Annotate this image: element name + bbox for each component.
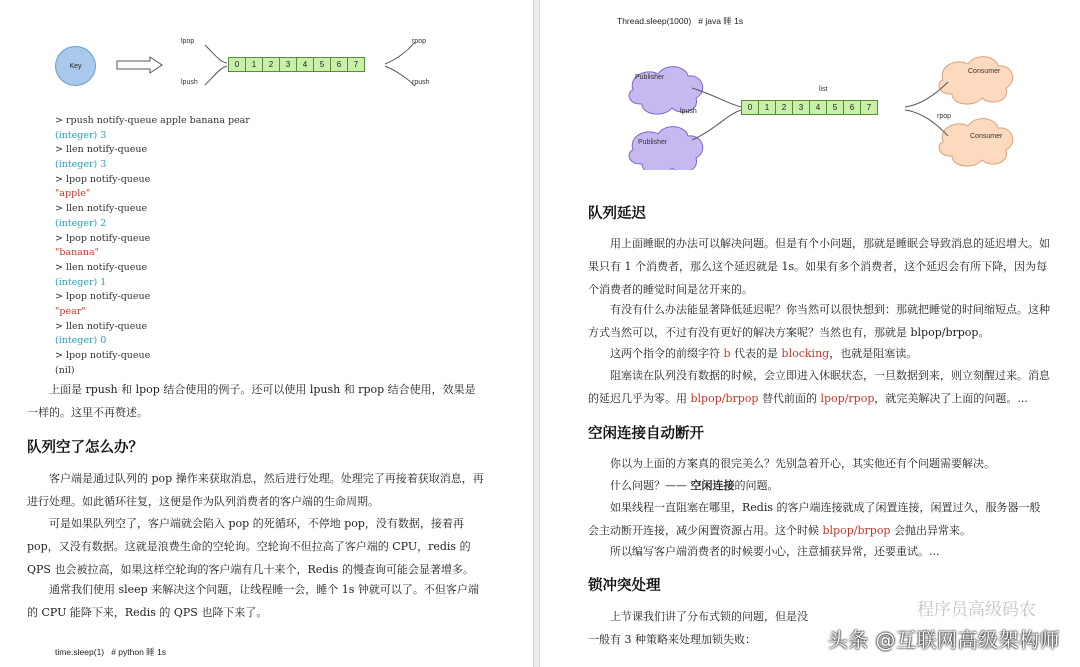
code-line: (integer) 2 [55,217,107,229]
code-line: (integer) 3 [55,129,107,141]
code-block [55,114,250,378]
paragraph-delay-1: 用上面睡眠的办法可以解决问题。但是有个小问题，那就是睡眠会导致消息的延迟增大。如果只有 1 个消费者，那么这个延迟就是 1s。如果有多个消费者，这个延迟会有所下降，因为每个消费者的睡觉时间是岔开来的。 [588,237,1050,296]
publisher-cloud-bottom [629,127,703,170]
list-cell: 6 [843,100,861,115]
page-gutter [533,0,540,667]
lpop-label: lpop [181,38,195,45]
prefix-b: b [723,347,731,360]
paragraph-idle-4: 所以编写客户端消费者的时候要小心，注意捕获异常，还要重试。... [610,545,940,558]
queue-cell: 7 [347,57,365,72]
queue-cell: 0 [228,57,246,72]
list-cell: 0 [741,100,759,115]
watermark-secondary: 程序员高级码农 [917,600,1036,620]
code-line: > llen notify-queue [55,261,148,273]
consumer-cloud-bottom [939,119,1013,166]
rpush-label: rpush [412,79,430,86]
code-line: > llen notify-queue [55,320,148,332]
queue-cells [229,57,365,72]
queue-cell: 3 [279,57,297,72]
intro-paragraph: 上面是 rpush 和 lpop 结合使用的例子。还可以使用 lpush 和 rpop 结合使用，效果是一样的。这里不再赘述。 [27,383,476,419]
consumer-cloud-top [939,57,1013,104]
heading-queue-delay: 队列延迟 [588,206,646,222]
paragraph-lock-2: 一般有 3 种策略来处理加锁失败： [588,633,756,646]
rpop-label: rpop [937,113,952,120]
lpop-rpop-term: lpop/rpop [820,392,875,405]
heading-queue-empty: 队列空了怎么办？ [27,440,143,456]
heading-idle-connection: 空闲连接自动断开 [588,426,704,442]
list-cell: 3 [792,100,810,115]
code-line: > lpop notify-queue [55,350,151,361]
right-page [540,0,1080,667]
paragraph-empty-1: 客户端是通过队列的 pop 操作来获取消息，然后进行处理。处理完了再接着获取消息，再进行处理。如此循环往复，这便是作为队列消费者的客户端的生命周期。 [27,472,484,508]
lpush-label: lpush [680,108,697,115]
code-line: "banana" [55,247,100,259]
blpop-brpop-term-2: blpop/brpop [822,524,891,537]
paragraph-idle-1: 你以为上面的方案真的很完美么？先别急着开心，其实他还有个问题需要解决。 [610,457,995,470]
publisher-label-top: Publisher [635,74,665,81]
paragraph-idle-2: 什么问题？—— 空闲连接的问题。 [610,479,779,492]
list-cell: 7 [860,100,878,115]
paragraph-empty-2: 可是如果队列空了，客户端就会陷入 pop 的死循环，不停地 pop，没有数据，接着再 pop，又没有数据。这就是浪费生命的空轮询。空轮询不但拉高了客户端的 CPU，redis 的 QPS 也会被拉高，如果这样空轮询的客户端有几十来个，Redis 的慢查询可能会显著增多。 [27,517,474,576]
paragraph-empty-3: 通常我们使用 sleep 来解决这个问题，让线程睡一会，睡个 1s 钟就可以了。不但客户端的 CPU 能降下来，Redis 的 QPS 也降下来了。 [27,583,479,619]
paragraph-delay-2: 有没有什么办法能显著降低延迟呢？你当然可以很快想到：那就把睡觉的时间缩短点。这种方式当然可以，不过有没有更好的解决方案呢？当然也有，那就是 blpop/brpop。 [588,303,1050,339]
queue-cell: 2 [262,57,280,72]
code-line: > lpop notify-queue [55,291,151,303]
rpop-label: rpop [412,38,427,45]
code-line: (integer) 1 [55,276,107,288]
paragraph-delay-3: 这两个指令的前缀字符 b 代表的是 blocking，也就是阻塞读。 [610,347,918,360]
code-line: (integer) 3 [55,159,107,171]
code-line: "pear" [55,305,86,317]
paragraph-idle-3: 如果线程一直阻塞在哪里，Redis 的客户端连接就成了闲置连接，闲置过久，服务器一般会主动断开连接，减少闲置资源占用。这个时候 blpop/brpop 会抛出异常来。 [588,501,1041,537]
queue-cell: 4 [296,57,314,72]
list-cell: 5 [826,100,844,115]
consumer-label-top: Consumer [968,68,1001,75]
idle-connection-term: 空闲连接 [690,479,735,492]
paragraph-lock-1: 上节课我们讲了分布式锁的问题，但是没 [610,610,808,623]
consumer-label-bottom: Consumer [970,133,1003,140]
heading-lock-conflict: 锁冲突处理 [588,578,661,594]
blocking-term: blocking [781,347,830,360]
list-cell: 4 [809,100,827,115]
blpop-brpop-term: blpop/brpop [690,392,759,405]
queue-cell: 1 [245,57,263,72]
code-line: > llen notify-queue [55,203,148,215]
queue-cell: 5 [313,57,331,72]
code-line: (nil) [55,364,75,376]
code-line: > lpop notify-queue [55,232,151,244]
list-label: list [819,86,828,93]
list-cell: 1 [758,100,776,115]
code-line: > lpop notify-queue [55,173,151,185]
arrow-right-icon [116,56,164,74]
python-snippet: time.sleep(1) # python 睡 1s [55,647,167,657]
code-line: "apple" [55,188,91,200]
list-cells [742,100,878,115]
lpush-label: lpush [181,79,198,86]
left-page [0,0,533,667]
queue-cell: 6 [330,57,348,72]
code-line: (integer) 0 [55,335,107,347]
list-cell: 2 [775,100,793,115]
key-node: Key [55,46,96,86]
publisher-label-bottom: Publisher [638,139,668,146]
paragraph-delay-4: 阻塞读在队列没有数据的时候，会立即进入休眠状态，一旦数据到来，则立刻醒过来。消息的延迟几乎为零。用 blpop/brpop 替代前面的 lpop/rpop，就完美解决了上面的问题。... [588,369,1050,405]
watermark-primary: 头条 @互联网高级架构师 [827,628,1060,652]
code-line: > rpush notify-queue apple banana pear [55,115,250,126]
code-line: > llen notify-queue [55,144,148,156]
java-snippet: Thread.sleep(1000) # java 睡 1s [617,16,744,26]
